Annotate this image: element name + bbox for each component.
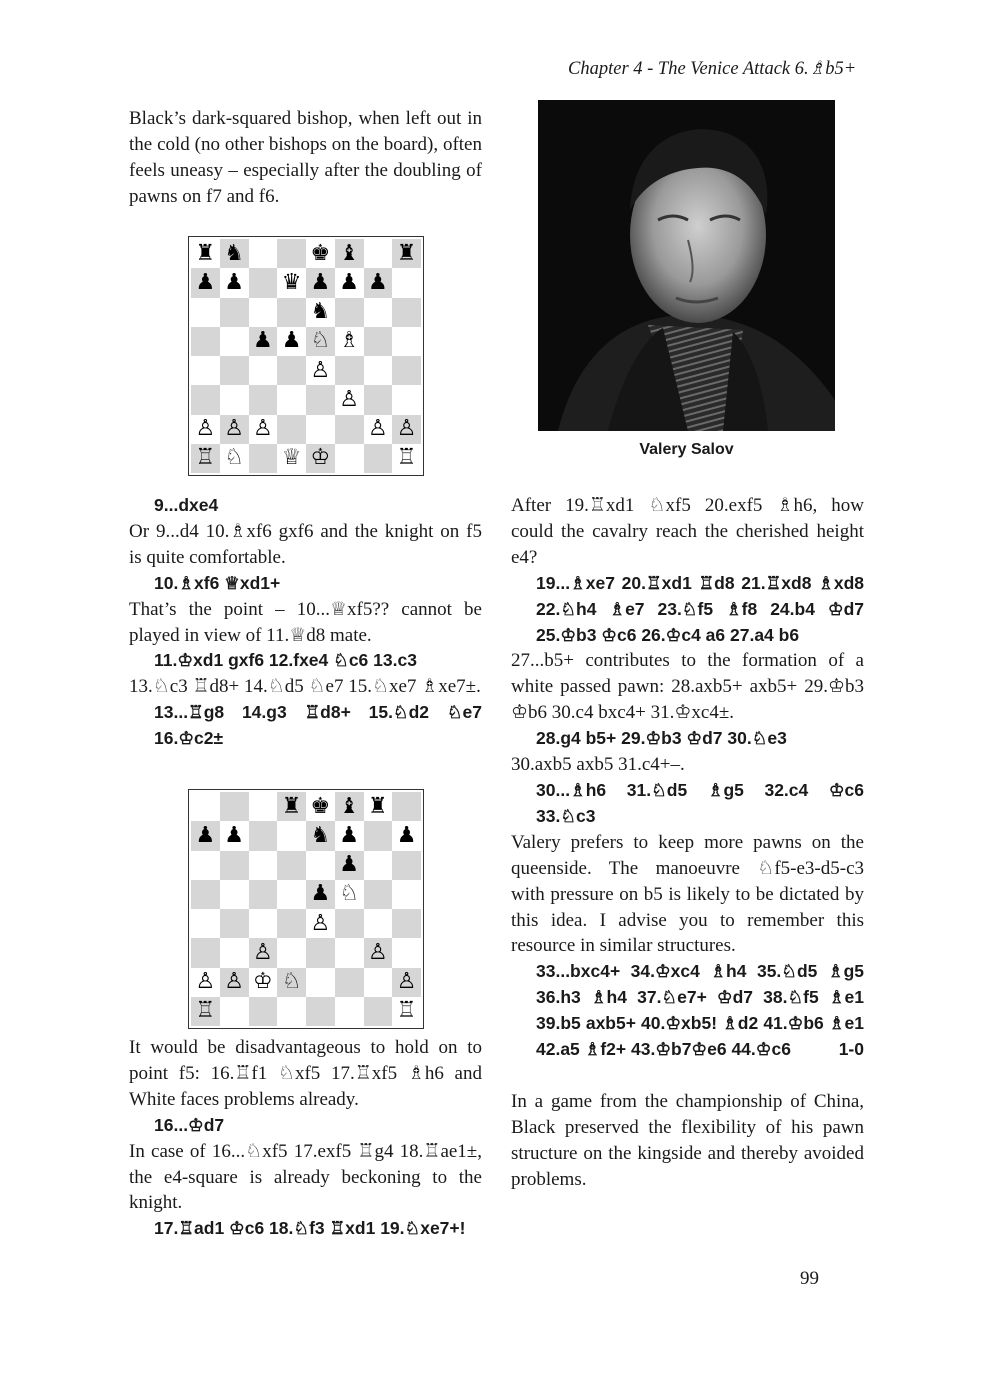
board-square	[249, 851, 278, 880]
board-square	[191, 415, 220, 444]
board-square	[392, 851, 421, 880]
board-square	[392, 385, 421, 414]
annotation-paragraph: It would be disadvantageous to hold on to point f5: 16.♖f1 ♘xf5 17.♖xf5 ♗h6 and White faces problems already.	[129, 1037, 482, 1110]
board-square	[277, 880, 306, 909]
annotation-paragraph: That’s the point – 10...♕xf5?? cannot be played in view of 11.♕d8 mate.	[129, 598, 482, 646]
board-square	[220, 968, 249, 997]
board-square	[335, 444, 364, 473]
move-line: 30...♗h6 31.♘d5 ♗g5 32.c4 ♔c6 33.♘c3	[536, 779, 864, 826]
chess-piece: ♜	[281, 793, 302, 819]
board-square	[191, 298, 220, 327]
chess-piece: ♙	[310, 357, 331, 383]
chess-piece: ♟	[281, 328, 302, 354]
chess-piece: ♟	[224, 822, 244, 848]
board-square	[249, 880, 278, 909]
move-line: 10.♗xf6 ♕xd1+	[154, 572, 281, 593]
chess-piece: ♙	[195, 969, 216, 995]
board-square	[306, 444, 335, 473]
chess-piece: ♟	[195, 269, 216, 295]
board-square	[335, 385, 364, 414]
move-line: 19...♗xe7 20.♖xd1 ♖d8 21.♖xd8 ♗xd8 22.♘h4 ♗e7 23.♘f5 ♗f8 24.b4 ♔d7 25.♔b3 ♔c6 26.♔c4 a6 27.a4 b6	[536, 572, 864, 645]
board-square	[249, 792, 278, 821]
board-square	[277, 997, 306, 1026]
annotation-paragraph: In case of 16...♘xf5 17.exf5 ♖g4 18.♖ae1±, the e4-square is already beckoning to the knight.	[129, 1140, 482, 1214]
board-square	[306, 327, 335, 356]
board-square	[191, 851, 220, 880]
chess-piece: ♟	[253, 328, 273, 354]
board-square	[392, 327, 421, 356]
chess-piece: ♞	[310, 822, 331, 848]
move-line: 17.♖ad1 ♔c6 18.♘f3 ♖xd1 19.♘xe7+!	[154, 1218, 466, 1239]
left-column-bottom	[129, 1035, 482, 1242]
board-square	[249, 968, 278, 997]
left-column-middle	[129, 493, 482, 752]
game-moves: 33...bxc4+ 34.♔xc4 ♗h4 35.♘d5 ♗g5 36.h3 ♗h4 37.♘e7+ ♔d7 38.♘f5 ♗e1 39.b5 axb5+ 40.♔xb5! ♗d2 41.♔b6 ♗e1 42.a5 ♗f2+ 43.♔b7♔e6 44.♔c6	[536, 961, 864, 1060]
board-square	[277, 268, 306, 297]
board-square	[306, 385, 335, 414]
move-line: 28.g4 b5+ 29.♔b3 ♔d7 30.♘e3	[536, 728, 787, 749]
board-square	[306, 968, 335, 997]
board-square	[220, 239, 249, 268]
board-square	[220, 938, 249, 967]
board-square	[392, 821, 421, 850]
board-square	[277, 415, 306, 444]
board-square	[364, 268, 393, 297]
left-column-top	[129, 106, 482, 210]
board-square	[364, 444, 393, 473]
board-square	[335, 415, 364, 444]
board-square	[392, 268, 421, 297]
board-square	[364, 909, 393, 938]
chess-piece: ♙	[310, 910, 331, 936]
chess-piece: ♟	[310, 881, 331, 907]
chess-piece: ♙	[224, 416, 244, 442]
page-number: 99	[800, 1268, 819, 1289]
chess-piece: ♝	[339, 793, 359, 819]
board-square	[191, 968, 220, 997]
board-square	[220, 821, 249, 850]
board-square	[392, 792, 421, 821]
board-square	[306, 792, 335, 821]
chess-piece: ♙	[396, 416, 417, 442]
portrait-image	[538, 100, 835, 431]
board-square	[364, 968, 393, 997]
board-square	[191, 327, 220, 356]
chess-piece: ♜	[195, 240, 216, 266]
annotation-paragraph: In a game from the championship of China, Black preserved the flexibility of his pawn structure on the kingside and thereby avoided problems.	[511, 1090, 864, 1190]
board-square	[220, 298, 249, 327]
chess-piece: ♖	[396, 445, 417, 471]
board-square	[392, 909, 421, 938]
board-square	[335, 239, 364, 268]
chess-piece: ♟	[396, 822, 417, 848]
chess-piece: ♙	[253, 939, 273, 965]
player-photo	[538, 100, 835, 431]
board-square	[392, 239, 421, 268]
board-square	[220, 792, 249, 821]
board-square	[335, 909, 364, 938]
annotation-paragraph: Valery prefers to keep more pawns on the queenside. The manoeuvre ♘f5-e3-d5-c3 with pressure on b5 is likely to be dictated by this idea. I advise you to remember this resource in similar structures.	[511, 831, 864, 957]
board-square	[191, 938, 220, 967]
chess-piece: ♙	[339, 386, 359, 412]
board-square	[249, 997, 278, 1026]
board-square	[220, 909, 249, 938]
board-square	[220, 385, 249, 414]
board-square	[364, 385, 393, 414]
move-line: 11.♔xd1 gxf6 12.fxe4 ♘c6 13.c3	[154, 650, 417, 671]
right-column	[511, 493, 864, 1193]
board-square	[249, 909, 278, 938]
board-square	[392, 415, 421, 444]
board-square	[220, 268, 249, 297]
board-square	[220, 851, 249, 880]
chess-piece: ♘	[224, 445, 244, 471]
board-square	[220, 880, 249, 909]
board-square	[306, 268, 335, 297]
chess-piece: ♕	[281, 445, 302, 471]
chess-piece: ♟	[195, 822, 216, 848]
board-square	[277, 239, 306, 268]
chess-piece: ♝	[339, 240, 359, 266]
chess-piece: ♖	[195, 998, 216, 1024]
board-square	[306, 851, 335, 880]
board-square	[249, 356, 278, 385]
chess-piece: ♗	[339, 328, 359, 354]
board-square	[191, 268, 220, 297]
chess-piece: ♖	[195, 445, 216, 471]
chess-piece: ♟	[339, 822, 359, 848]
board-square	[364, 851, 393, 880]
chess-piece: ♛	[281, 269, 302, 295]
board-square	[392, 997, 421, 1026]
board-square	[364, 327, 393, 356]
board-square	[306, 938, 335, 967]
board-square	[335, 821, 364, 850]
board-square	[249, 298, 278, 327]
board-square	[277, 792, 306, 821]
chess-piece: ♙	[368, 416, 388, 442]
board-square	[277, 938, 306, 967]
board-square	[364, 880, 393, 909]
board-square	[220, 997, 249, 1026]
board-square	[220, 415, 249, 444]
intro-paragraph: Black’s dark-squared bishop, when left out in the cold (no other bishops on the board), often feels uneasy – especially after the doubling of pawns on f7 and f6.	[129, 108, 482, 207]
board-square	[392, 968, 421, 997]
chess-piece: ♟	[310, 269, 331, 295]
move-line	[511, 959, 864, 1063]
move-line: 16...♔d7	[154, 1114, 225, 1135]
board-square	[335, 792, 364, 821]
board-square	[249, 385, 278, 414]
board-square	[392, 880, 421, 909]
board-square	[277, 385, 306, 414]
board-square	[191, 239, 220, 268]
chess-piece: ♘	[310, 328, 331, 354]
board-square	[249, 268, 278, 297]
board-square	[335, 968, 364, 997]
board-square	[249, 821, 278, 850]
annotation-paragraph: 13.♘c3 ♖d8+ 14.♘d5 ♘e7 15.♘xe7 ♗xe7±.	[129, 676, 481, 698]
chess-piece: ♟	[368, 269, 388, 295]
board-square	[277, 968, 306, 997]
chess-piece: ♘	[339, 881, 359, 907]
annotation-paragraph: 27...b5+ contributes to the formation of a white passed pawn: 28.axb5+ axb5+ 29.♔b3 ♔b6 30.c4 bxc4+ 31.♔xc4±.	[511, 650, 864, 724]
board-square	[335, 997, 364, 1026]
board-square	[392, 938, 421, 967]
chess-piece: ♜	[396, 240, 417, 266]
board-square	[364, 938, 393, 967]
board-square	[364, 298, 393, 327]
board-square	[392, 298, 421, 327]
board-square	[191, 792, 220, 821]
board-square	[306, 997, 335, 1026]
board-square	[335, 298, 364, 327]
board-square	[306, 415, 335, 444]
board-square	[249, 327, 278, 356]
chess-piece: ♟	[339, 852, 359, 878]
chess-piece: ♖	[396, 998, 417, 1024]
chess-piece: ♙	[368, 939, 388, 965]
chess-piece: ♚	[310, 240, 331, 266]
chess-piece: ♙	[195, 416, 216, 442]
board-square	[220, 444, 249, 473]
board-square	[335, 880, 364, 909]
running-head: Chapter 4 - The Venice Attack 6.♗b5+	[568, 59, 857, 79]
board-square	[277, 821, 306, 850]
board-square	[335, 268, 364, 297]
game-result: 1-0	[838, 1039, 864, 1060]
board-square	[306, 821, 335, 850]
chess-piece: ♞	[310, 299, 331, 325]
chess-piece: ♙	[224, 969, 244, 995]
board-square	[277, 327, 306, 356]
board-square	[191, 880, 220, 909]
annotation-paragraph: After 19.♖xd1 ♘xf5 20.exf5 ♗h6, how could the cavalry reach the cherished height e4?	[511, 495, 864, 568]
board-square	[392, 444, 421, 473]
board-square	[249, 415, 278, 444]
board-square	[277, 909, 306, 938]
annotation-paragraph: Or 9...d4 10.♗xf6 gxf6 and the knight on f5 is quite comfortable.	[129, 520, 482, 568]
board-square	[191, 909, 220, 938]
chess-piece: ♘	[281, 969, 302, 995]
board-square	[220, 356, 249, 385]
board-square	[364, 415, 393, 444]
board-square	[191, 821, 220, 850]
board-square	[220, 327, 249, 356]
board-square	[191, 385, 220, 414]
chess-piece: ♙	[396, 969, 417, 995]
chess-piece: ♜	[368, 793, 388, 819]
move-line: 9...dxe4	[154, 495, 219, 515]
board-square	[306, 909, 335, 938]
chess-piece: ♚	[310, 793, 331, 819]
annotation-paragraph: 30.axb5 axb5 31.c4+–.	[511, 754, 685, 776]
chess-piece: ♟	[224, 269, 244, 295]
board-square	[364, 821, 393, 850]
board-square	[364, 356, 393, 385]
board-square	[306, 356, 335, 385]
board-square	[364, 997, 393, 1026]
chess-piece: ♟	[339, 269, 359, 295]
board-square	[335, 938, 364, 967]
board-square	[335, 851, 364, 880]
chess-piece: ♔	[310, 445, 331, 471]
board-square	[277, 444, 306, 473]
board-square	[335, 327, 364, 356]
board-square	[277, 298, 306, 327]
board-square	[392, 356, 421, 385]
move-line: 13...♖g8 14.g3 ♖d8+ 15.♘d2 ♘e7 16.♔c2±	[154, 702, 482, 749]
board-square	[306, 880, 335, 909]
chess-diagram-2	[188, 789, 424, 1029]
chess-piece: ♙	[253, 416, 273, 442]
board-square	[249, 938, 278, 967]
board-square	[277, 851, 306, 880]
board-square	[191, 356, 220, 385]
board-square	[277, 356, 306, 385]
photo-caption: Valery Salov	[639, 441, 734, 458]
chess-diagram-1	[188, 236, 424, 476]
board-square	[249, 444, 278, 473]
board-square	[249, 239, 278, 268]
board-square	[306, 298, 335, 327]
board-square	[335, 356, 364, 385]
chess-piece: ♔	[253, 969, 273, 995]
board-square	[364, 239, 393, 268]
board-square	[191, 997, 220, 1026]
chess-piece: ♞	[224, 240, 244, 266]
board-square	[191, 444, 220, 473]
board-square	[306, 239, 335, 268]
board-square	[364, 792, 393, 821]
